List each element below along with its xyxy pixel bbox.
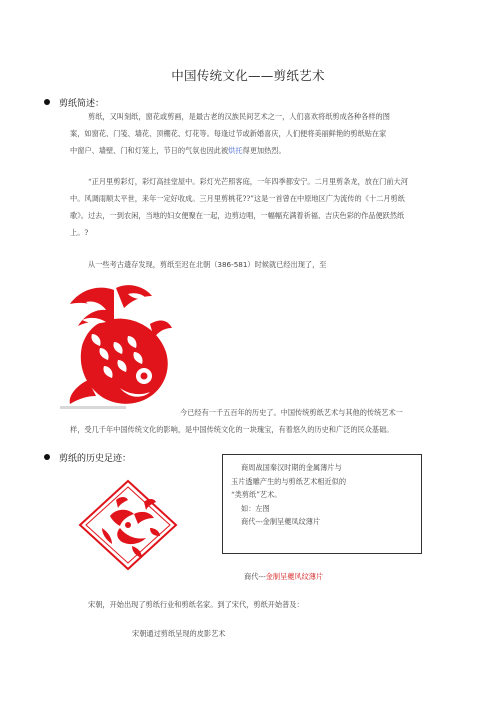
papercut-fish-image	[58, 280, 176, 408]
bullet-icon	[44, 99, 50, 105]
para-line: 今已经有一千五百年的历史了。中国传统剪纸艺术与其他的传统艺术一	[180, 408, 403, 417]
box-line: 商代---金制呈夔凤纹薄片	[241, 517, 321, 526]
para-line: 歌》。过去，一到农闲，当地的妇女便聚在一起，边剪边唱，一幅幅充满着祈福、吉庆色彩的作品便跃然纸	[70, 211, 405, 220]
inline-link[interactable]: 烘托	[228, 146, 243, 155]
para-line: 剪纸，又叫刻纸，窗花或剪画，是最古老的汉族民间艺术之一，人们喜欢将纸剪成各种各样的图	[88, 112, 390, 121]
box-line: 如：左图	[241, 503, 270, 513]
heading-text: 剪纸简述：	[59, 99, 105, 109]
papercut-phoenix-image	[76, 478, 180, 572]
para-line: 宋朝通过剪纸呈现的皮影艺术	[132, 629, 226, 638]
para-line: 中。风调雨顺太平世，来年一定好收成。三月里剪桃花??”这是一首曾在中原地区广为流传的《十二月剪纸	[70, 194, 405, 203]
para-line: “正月里剪彩灯，彩灯高挂堂屋中。彩灯光芒照客庭，一年四季都安宁。二月里剪条龙，放在门前大河	[88, 177, 408, 186]
image-caption: 商代---金制呈夔风纹薄片	[244, 572, 324, 581]
para-line: 宋朝，开始出现了剪纸行业和剪纸名家。到了宋代，剪纸开始普及：	[88, 600, 304, 609]
para-line: 从一些考古遗存发现，剪纸至迟在北朝（386-581）时候就已经出现了，至	[88, 260, 327, 269]
bullet-icon	[44, 454, 50, 460]
para-line: 案，如窗花、门笺、墙花、顶棚花、灯花等。每逢过节或新婚喜庆，人们便将美丽鲜艳的剪纸贴在家	[70, 129, 387, 138]
para-line: 样，受几千年中国传统文化的影响，是中国传统文化的一块瑰宝，有着悠久的历史和广泛的民众基础。	[70, 425, 394, 434]
heading-text: 剪纸的历史足迹：	[59, 454, 132, 464]
para-line: 中窗户、墙壁、门和灯笼上，节日的气氛也因此被烘托得更加热烈。	[70, 146, 286, 155]
box-line: 玉片透雕产生的与剪纸艺术相近似的	[231, 476, 347, 486]
para-line: 上。?	[70, 228, 89, 237]
box-line: 商周战国秦汉时期的金属薄片与	[241, 463, 342, 472]
section-heading-history	[44, 451, 131, 464]
box-line: “类剪纸”艺术。	[231, 490, 282, 499]
image-watermark-strip	[60, 406, 126, 409]
history-text-box	[222, 454, 422, 554]
page-title: 中国传统文化——剪纸艺术	[171, 68, 325, 83]
